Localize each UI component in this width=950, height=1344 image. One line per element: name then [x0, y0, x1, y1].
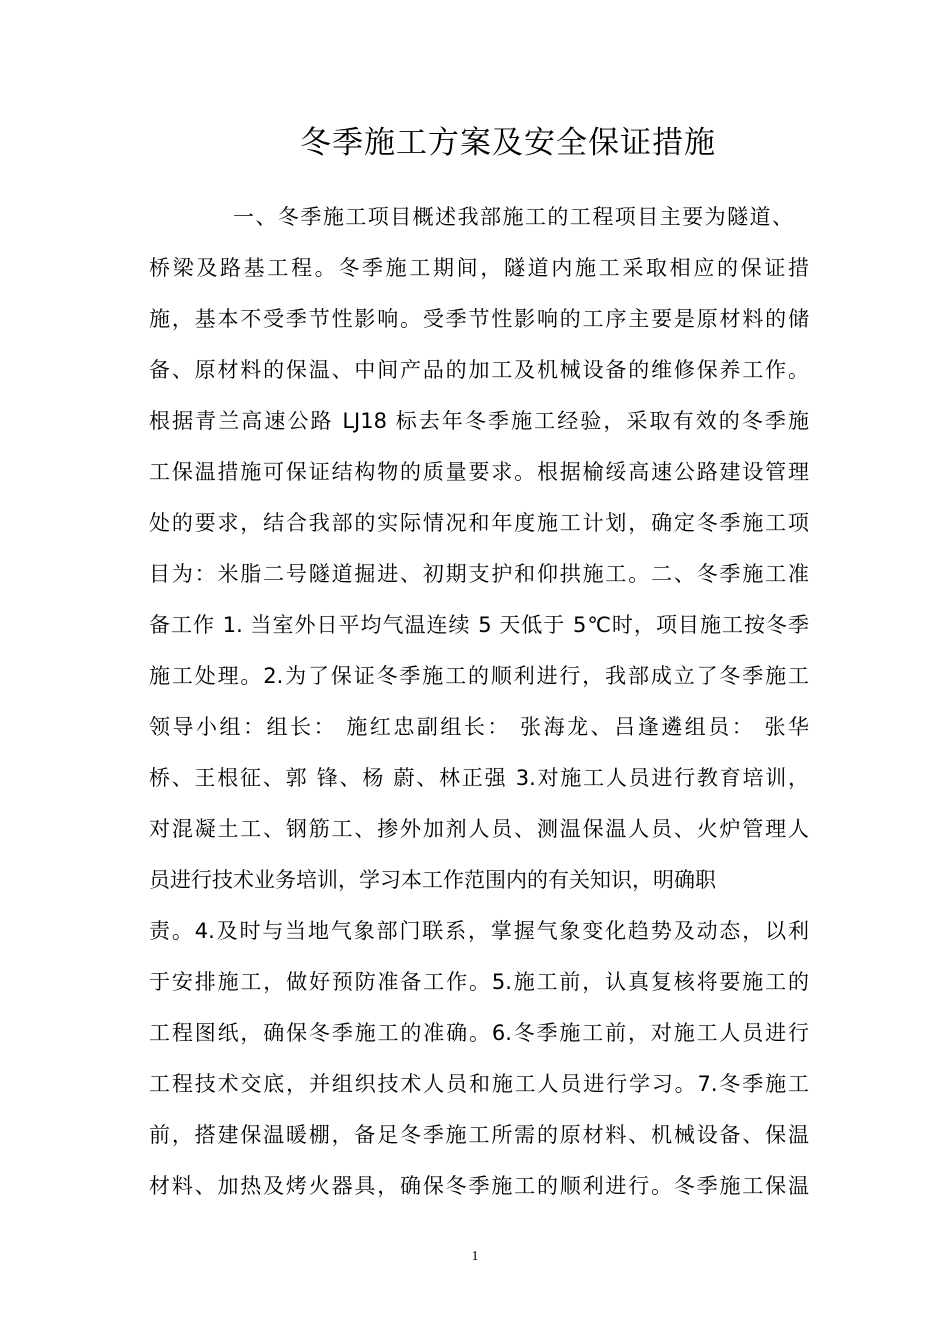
body-line: 前，搭建保温暖棚，备足冬季施工所需的原材料、机械设备、保温: [149, 1123, 809, 1147]
body-line: 备工作 1. 当室外日平均气温连续 5 天低于 5℃时，项目施工按冬季: [149, 613, 809, 637]
body-line: 工保温措施可保证结构物的质量要求。根据榆绥高速公路建设管理: [149, 460, 809, 484]
body-line: 桥、王根征、郭 锋、杨 蔚、林正强 3.对施工人员进行教育培训，: [149, 766, 809, 790]
body-line: 施工处理。2.为了保证冬季施工的顺利进行，我部成立了冬季施工: [149, 664, 809, 688]
body-line: 备、原材料的保温、中间产品的加工及机械设备的维修保养工作。: [149, 358, 809, 382]
body-line: 于安排施工，做好预防准备工作。5.施工前，认真复核将要施工的: [149, 970, 809, 994]
body-line: 对混凝土工、钢筋工、掺外加剂人员、测温保温人员、火炉管理人: [149, 817, 809, 841]
body-line: 一、冬季施工项目概述我部施工的工程项目主要为隧道、: [233, 205, 793, 229]
body-line: 材料、加热及烤火器具，确保冬季施工的顺利进行。冬季施工保温: [149, 1174, 809, 1198]
body-line: 工程图纸，确保冬季施工的准确。6.冬季施工前，对施工人员进行: [149, 1021, 809, 1045]
body-line: 目为：米脂二号隧道掘进、初期支护和仰拱施工。二、冬季施工准: [149, 562, 809, 586]
page-number: 1: [471, 1249, 479, 1264]
body-line: 员进行技术业务培训，学习本工作范围内的有关知识，明确职: [149, 868, 716, 892]
document-title: 冬季施工方案及安全保证措施: [300, 125, 716, 161]
body-line: 根据青兰高速公路 LJ18 标去年冬季施工经验，采取有效的冬季施: [149, 409, 809, 433]
body-line: 处的要求，结合我部的实际情况和年度施工计划，确定冬季施工项: [149, 511, 809, 535]
body-line: 领导小组：组长： 施红忠副组长： 张海龙、吕逢遴组员： 张华: [149, 715, 809, 739]
body-line: 桥梁及路基工程。冬季施工期间，隧道内施工采取相应的保证措: [149, 256, 809, 280]
body-line: 施，基本不受季节性影响。受季节性影响的工序主要是原材料的储: [149, 307, 809, 331]
body-line: 责。4.及时与当地气象部门联系，掌握气象变化趋势及动态，以利: [149, 919, 809, 943]
body-line: 工程技术交底，并组织技术人员和施工人员进行学习。7.冬季施工: [149, 1072, 809, 1096]
